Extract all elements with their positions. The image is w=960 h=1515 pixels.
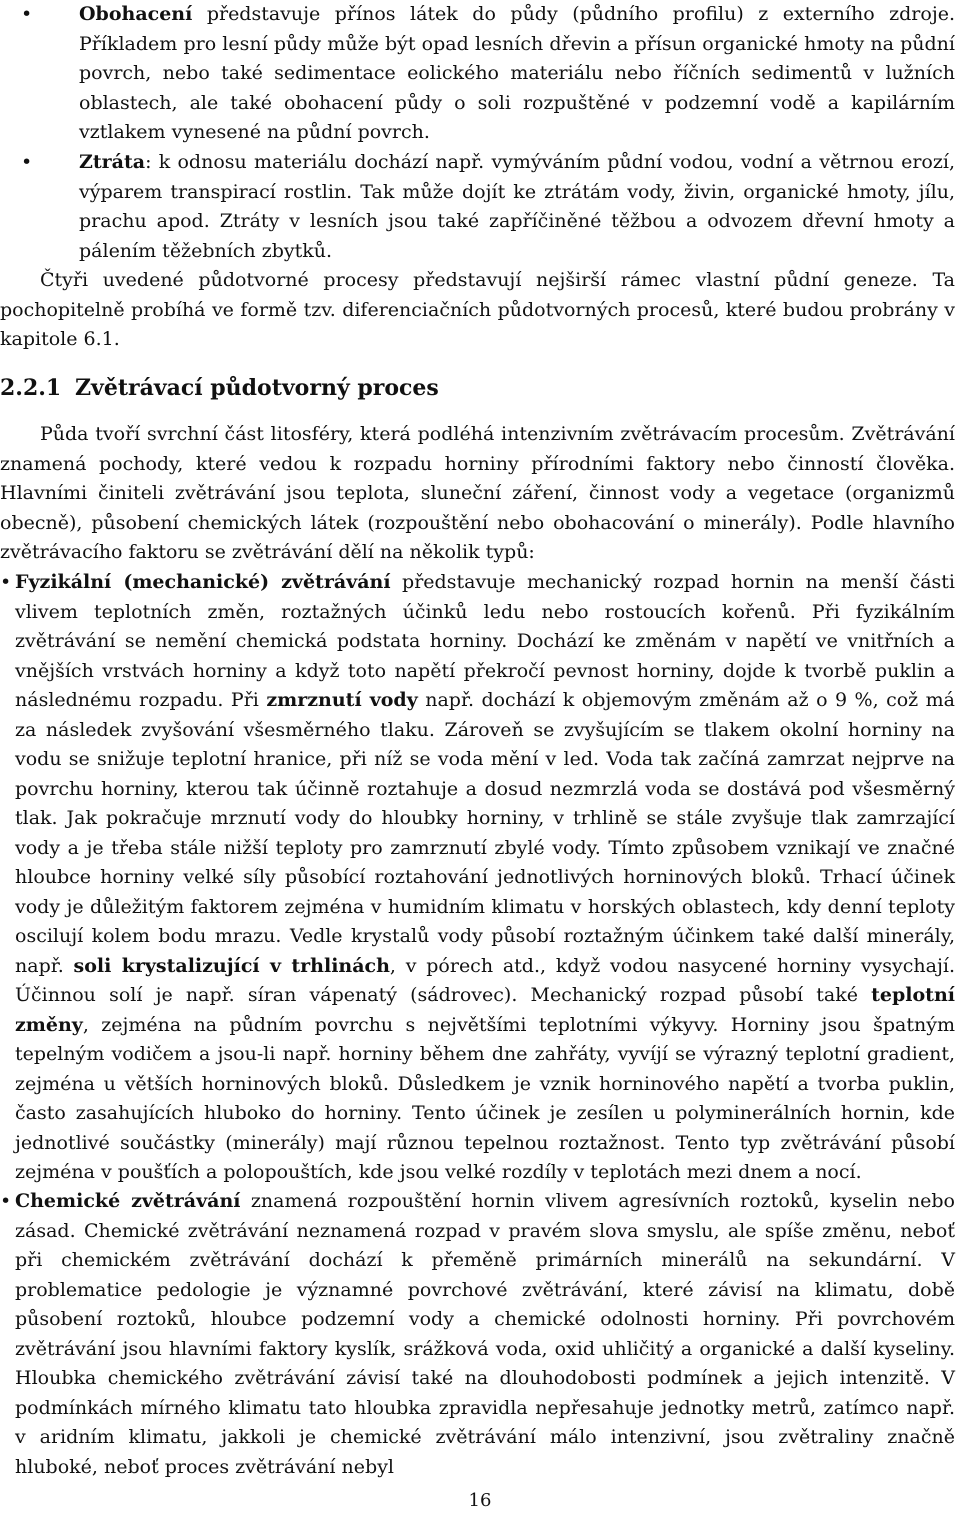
term-chemical: Chemické zvětrávání [15, 1190, 241, 1212]
bold-salt-crystals: soli krystalizující v trhlinách [73, 954, 390, 977]
bullet-chemical [15, 1187, 955, 1482]
section-title: Zvětrávací půdotvorný proces [75, 375, 439, 401]
section-heading [0, 372, 439, 404]
term-enrichment: Obohacení [79, 3, 193, 25]
term-loss: Ztráta [79, 151, 146, 173]
bullet-loss [79, 148, 955, 266]
bullet-dot-physical: • [0, 571, 12, 593]
section-paragraph: Půda tvoří svrchní část litosféry, která podléhá intenzivním zvětrávacím procesům. Zvětrávání znamená pochody, které vedou k rozpadu horniny přírodními faktory nebo činností člověka. Hlavními činiteli zvětrávání jsou teplota, sluneční záření, činnost vody a vegetace (organizmů obecně), působení chemických látek (rozpouštění nebo obohacování o minerály). Podle hlavního zvětrávacího faktoru se zvětrávání dělí na několik typů: [0, 423, 955, 563]
text-physical-3: , v pórech atd., když vodou nasycené horniny vysychají. Účinnou solí je např. síran vápenatý (sádrovec). Mechanický rozpad působí také [15, 954, 955, 1006]
bold-frozen-water: zmrznutí vody [266, 689, 418, 711]
bullet-enrichment [79, 0, 955, 148]
term-physical: Fyzikální (mechanické) zvětrávání [15, 571, 391, 593]
bold-temperature-changes: teplotní změny [15, 984, 955, 1036]
text-enrichment: představuje přínos látek do půdy (půdního profilu) z externího zdroje. Příkladem pro lesní půdy může být opad lesních dřevin a přísun organické hmoty na půdní povrch, nebo také sedimentace eolického materiálu nebo říčních sedimentů v lužních oblastech, ale také obohacení půdy o soli rozpuštěné v podzemní vodě a kapilárním vztlakem vynesené na půdní povrch. [79, 3, 955, 143]
text-physical-1: představuje mechanický rozpad hornin na menší části vlivem teplotních změn, roztažných účinků ledu nebo rostoucích kořenů. Při fyzikálním zvětrávání se nemění chemická podstata horniny. Dochází ke změnám v napětí ve vnitřních a vnějších vrstvách horniny a když toto napětí překročí pevnost horniny, dojde k tvorbě puklin a následnému rozpadu. Při [15, 571, 956, 711]
text-chemical: znamená rozpouštění hornin vlivem agresívních roztoků, kyselin nebo zásad. Chemické zvětrávání neznamená rozpad v pravém slova smyslu, ale spíše změnu, neboť při chemickém zvětrávání dochází k přeměně primárních minerálů na sekundární. V problematice pedologie je významné povrchové zvětrávání, které závisí na klimatu, době působení roztoků, hloubce podzemní vody a chemické odolnosti horniny. Při povrchovém zvětrávání jsou hlavními faktory kyslík, srážková voda, oxid uhličitý a organické a další kyseliny. Hloubka chemického zvětrávání závisí také na dlouhodobosti podmínek a jejich intenzitě. V podmínkách mírného klimatu tato hloubka zpravidla nepřesahuje jednotky metrů, zatímco např. v aridním klimatu, jakkoli je chemické zvětrávání málo intenzivní, jsou zvětraliny značně hluboké, neboť proces zvětrávání nebyl [15, 1190, 955, 1478]
bullet-physical [15, 568, 955, 1188]
text-loss: : k odnosu materiálu dochází např. vymýváním půdní vodou, vodní a větrnou erozí, výparem transpirací rostlin. Tak může dojít ke ztrátám vody, živin, organické hmoty, jílu, prachu apod. Ztráty v lesních jsou také zapříčiněné těžbou a odvozem dřevní hmoty a pálením těžebních zbytků. [79, 151, 955, 262]
section-number: 2.2.1 [0, 375, 62, 401]
page-number: 16 [468, 1490, 492, 1511]
text-physical-4: , zejména na půdním povrchu s největšími teplotními výkyvy. Horniny jsou špatným tepelným vodičem a jsou-li např. horniny během dne zahřáty, vyvíjí se výrazný teplotní gradient, zejména u větších horninových bloků. Důsledkem je vznik horninového napětí a tvorba puklin, často zasahujících hluboko do horniny. Tento účinek je zesílen u polyminerálních hornin, kde jednotlivé součástky (minerály) mají různou tepelnou roztažnost. Tento typ zvětrávání působí zejména v poušťích a polopouštích, kde jsou velké rozdíly v teplotách mezi dnem a nocí. [15, 1013, 955, 1183]
bullet-dot-chemical: • [0, 1190, 12, 1212]
text-physical-2: např. dochází k objemovým změnám až o 9 %, což má za následek zvyšování všesměrného tlaku. Zároveň se zvyšujícím se tlakem okolní horniny na vodu se snižuje teplotní hranice, při níž se voda mění v led. Voda tak začíná zamrzat nejprve na povrchu horniny, kterou tak účinně roztahuje a dosud nezmrzlá voda se dostává pod všesměrný tlak. Jak pokračuje mrznutí vody do hloubky horniny, v trhlině se stále zvyšuje tlak zamrzající vody a je třeba stále nižší teploty pro zamrznutí zbylé vody. Tímto způsobem vznikají ve značné hloubce horniny velké síly působící roztahování jednotlivých horninových bloků. Trhací účinek vody je důležitým faktorem zejména v humidním klimatu v horských oblastech, kdy denní teploty oscilují kolem bodu mrazu. Vedle krystalů vody působí roztažným účinkem také další minerály, např. [15, 689, 955, 977]
intro-paragraph: Čtyři uvedené půdotvorné procesy představují nejširší rámec vlastní půdní geneze. Ta pochopitelně probíhá ve formě tzv. diferenciačních půdotvorných procesů, které budou probrány v kapitole 6.1. [0, 269, 955, 350]
